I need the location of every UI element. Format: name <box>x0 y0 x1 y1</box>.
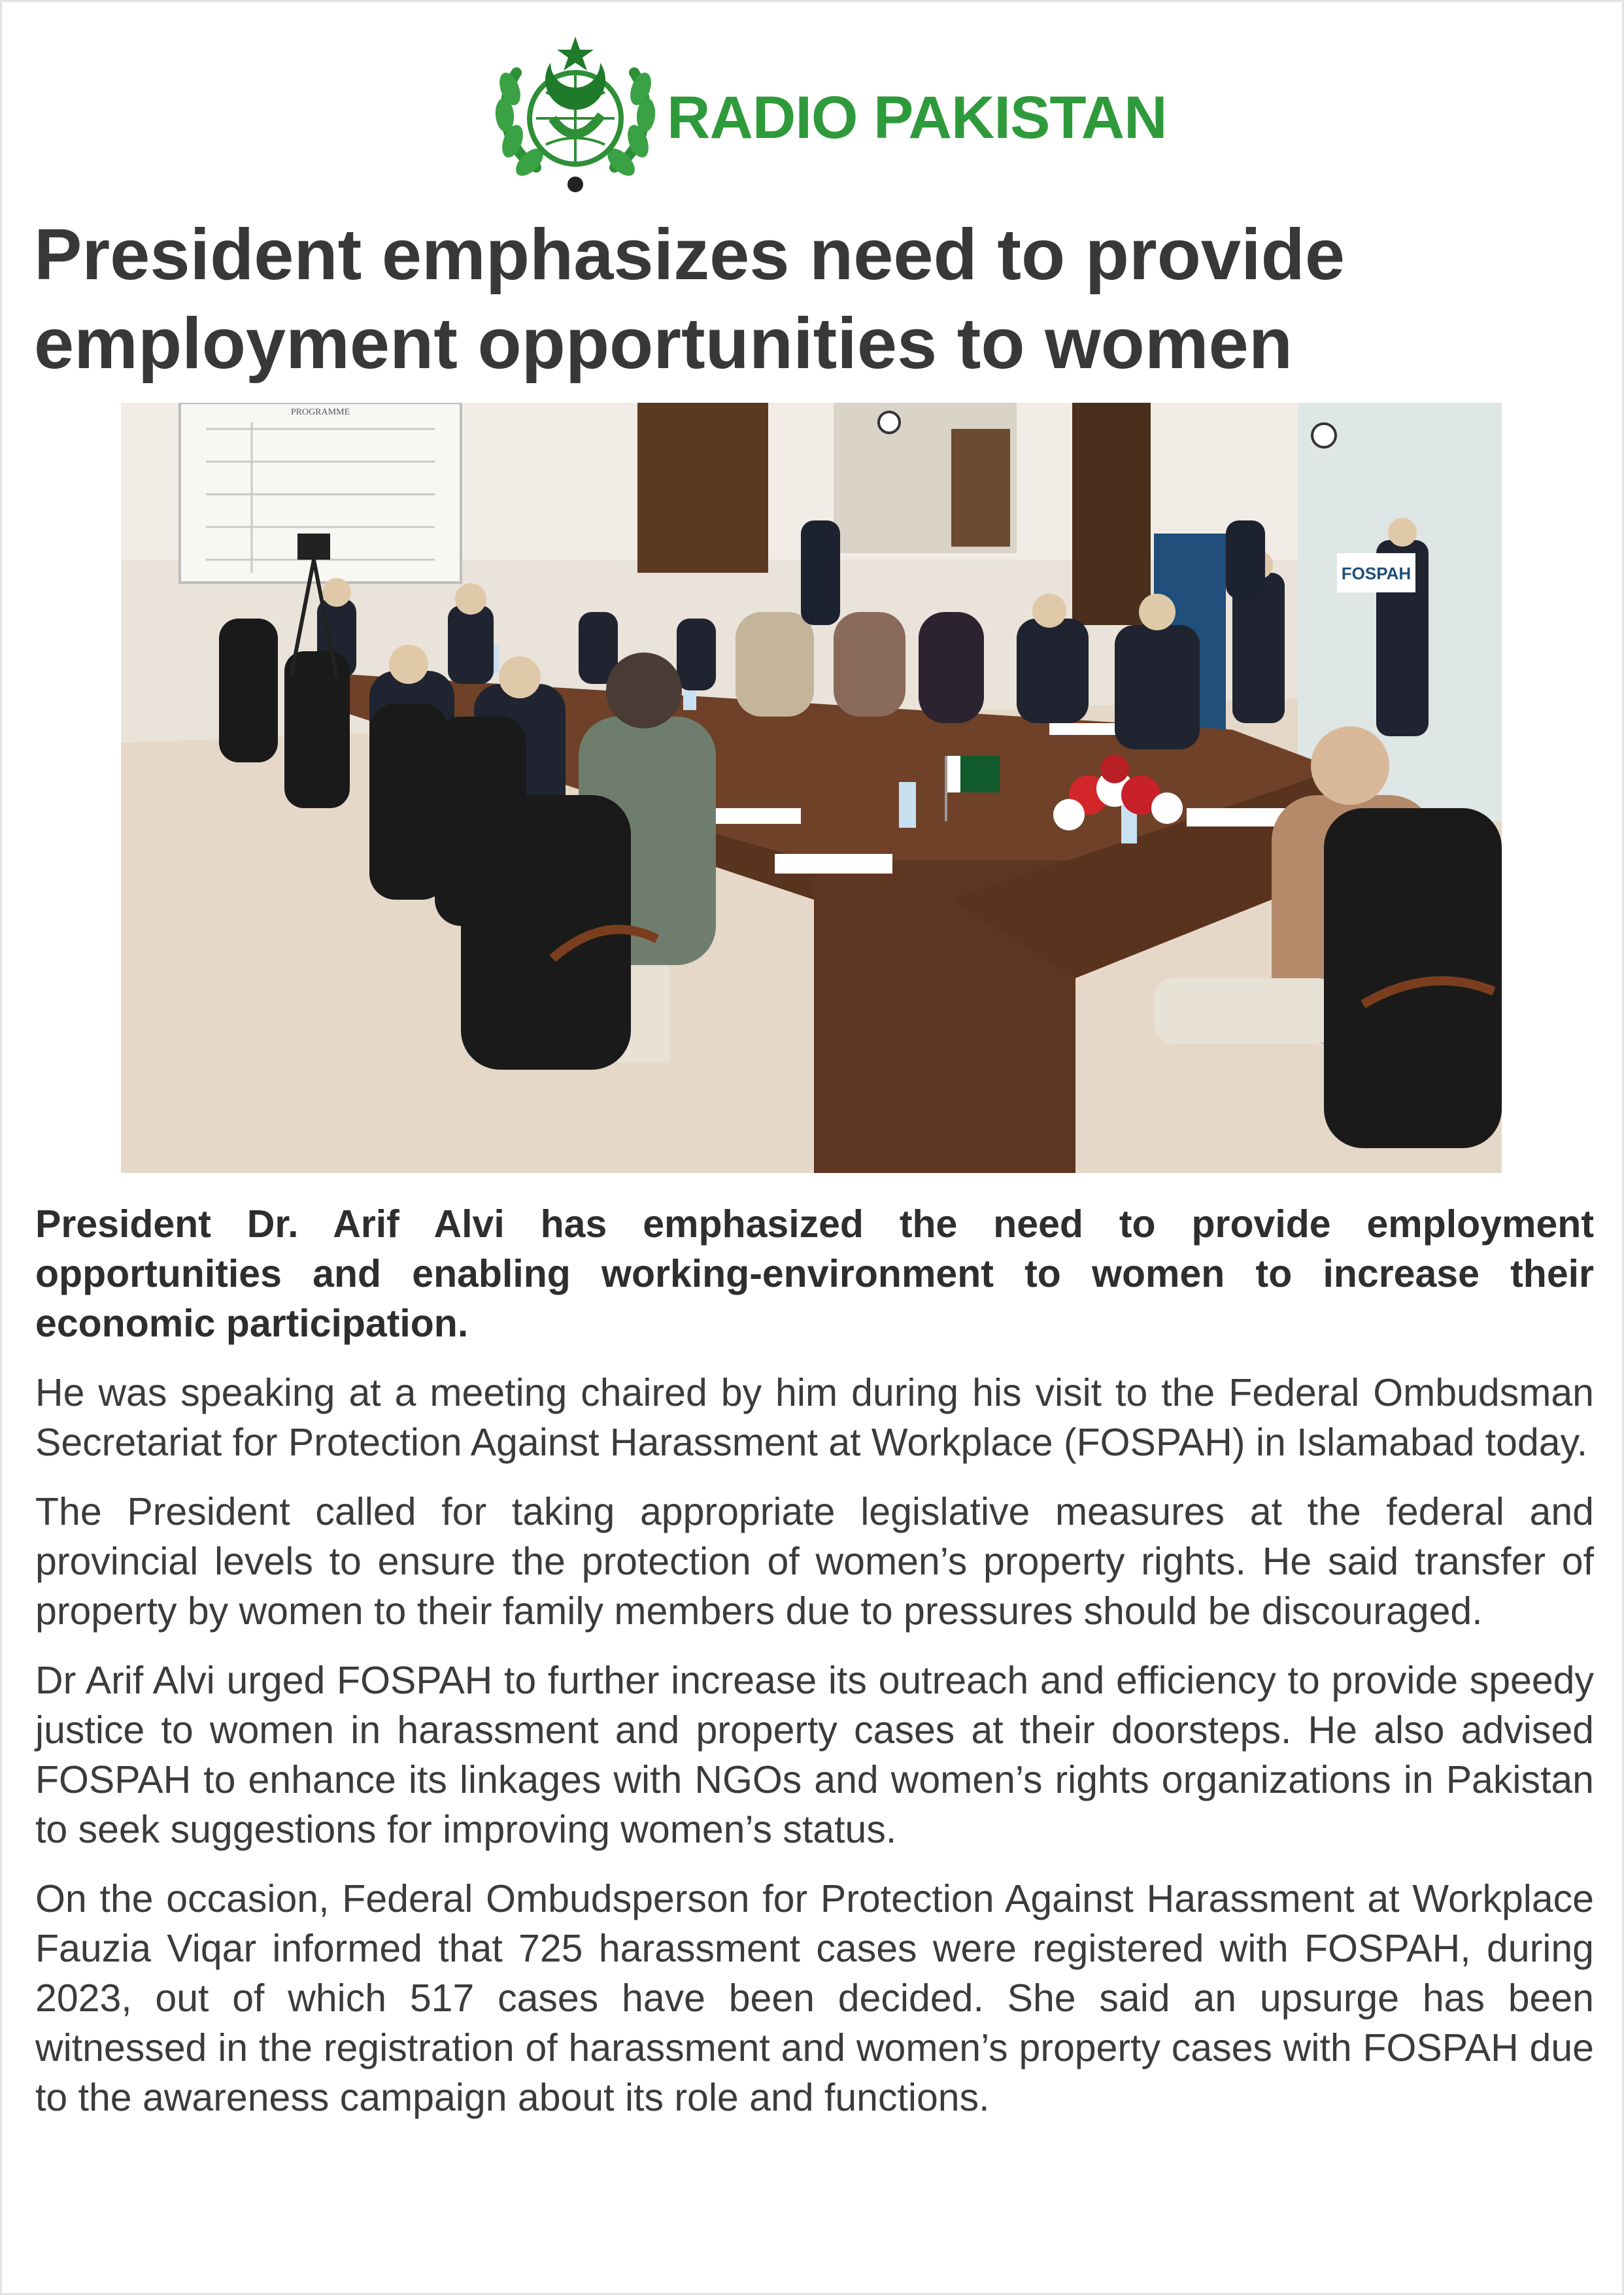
article-paragraph: President Dr. Arif Alvi has emphasized the need to provide employment opportunities and enabling working-environment to women to increase their economic participation. <box>35 1202 1594 1345</box>
banner-text: FOSPAH <box>1341 564 1412 583</box>
radio-pakistan-emblem-icon <box>490 37 660 200</box>
article-paragraph: He was speaking at a meeting chaired by him during his visit to the Federal Ombudsman Secretariat for Protection Against Harassment at Workplace (FOSPAH) in Islamabad today. <box>35 1371 1594 1464</box>
meeting-photo-icon <box>121 403 1502 1173</box>
article-paragraph: On the occasion, Federal Ombudsperson for Protection Against Harassment at Workplace Fauzia Viqar informed that 725 harassment cases were registered with FOSPAH, during 2023, out of which 517 cases have been decided. She said an upsurge has been witnessed in the registration of harassment and women’s property cases with FOSPAH due to the awareness campaign about its role and functions. <box>35 1877 1594 2119</box>
article-photo <box>121 403 1502 1173</box>
article-body <box>35 1199 1594 2142</box>
brand-name: RADIO PAKISTAN <box>667 84 1167 151</box>
article-headline: President emphasizes need to provide employment opportunities to women <box>34 214 1345 384</box>
screen-heading: PROGRAMME <box>290 407 350 417</box>
masthead <box>471 26 1177 196</box>
article-paragraph: Dr Arif Alvi urged FOSPAH to further increase its outreach and efficiency to provide speedy justice to women in harassment and property cases at their doorsteps. He also advised FOSPAH to enhance its linkages with NGOs and women’s rights organizations in Pakistan to seek suggestions for improving women’s status. <box>35 1659 1594 1851</box>
article-paragraph: The President called for taking appropriate legislative measures at the federal and provincial levels to ensure the protection of women’s property rights. He said transfer of property by women to their family members due to pressures should be discouraged. <box>35 1490 1594 1633</box>
